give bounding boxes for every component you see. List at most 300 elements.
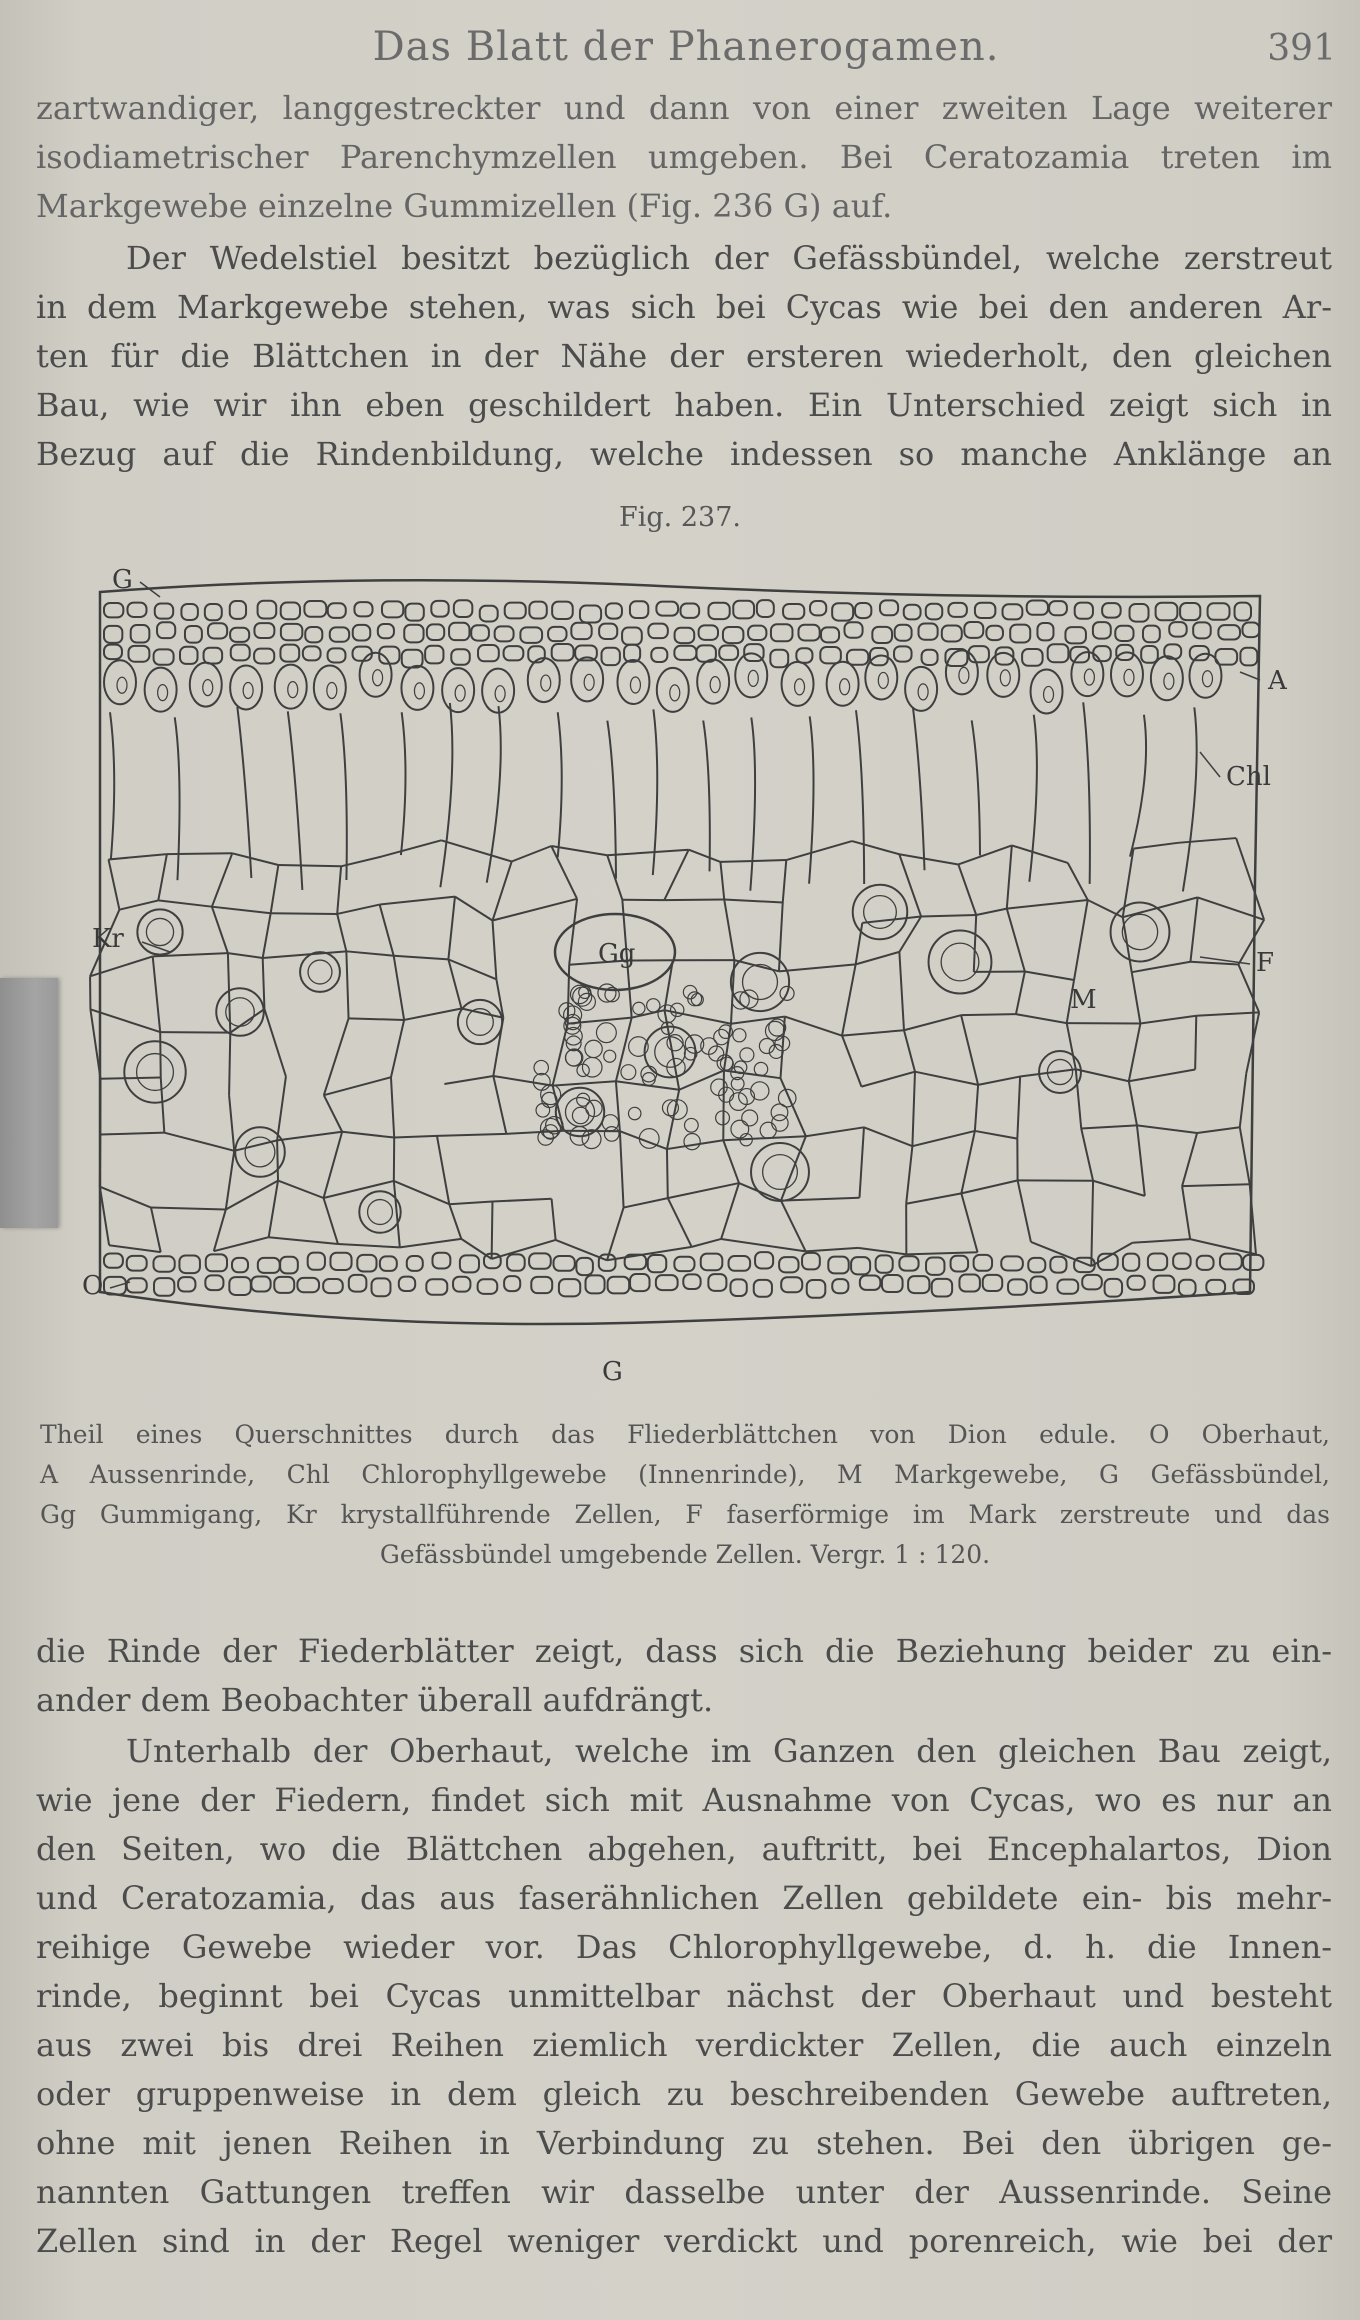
epidermis-cell-bottom <box>1082 1275 1102 1289</box>
epidermis-cell-top <box>180 647 198 664</box>
cell-nucleus <box>373 670 383 686</box>
paragraph-4 <box>36 1727 1332 2266</box>
epidermis-cell-top <box>571 623 591 639</box>
epidermis-cell-top <box>425 646 443 664</box>
parenchyma-wall <box>679 1070 724 1089</box>
epidermis-cell-top <box>505 603 526 619</box>
epidermis-cell-top <box>770 650 788 668</box>
parenchyma-wall <box>906 1252 977 1254</box>
epidermis-cell-top <box>1242 622 1259 637</box>
cell-nucleus <box>288 682 298 698</box>
text-line: Bezug auf die Rindenbildung, welche indessen so manche Anklänge an <box>36 435 1332 473</box>
cell-nucleus <box>878 672 888 688</box>
epidermis-cell-top <box>548 627 566 641</box>
epidermis-cell-top <box>719 646 738 660</box>
outer-rind-cell <box>104 660 136 704</box>
epidermis-cell-top <box>1235 603 1251 621</box>
epidermis-cell-top <box>281 603 300 620</box>
parenchyma-wall <box>230 1009 264 1033</box>
parenchyma-wall <box>264 1009 285 1076</box>
epidermis-cell-top <box>783 604 804 619</box>
parenchyma-wall <box>1137 1125 1145 1196</box>
epidermis-cell-bottom <box>1001 1256 1023 1270</box>
figure-label: Fig. 237. <box>619 502 741 533</box>
epidermis-cell-top <box>675 628 695 643</box>
parenchyma-wall <box>324 1132 343 1198</box>
figure-caption <box>40 1415 1330 1575</box>
paragraph-3 <box>36 1627 1332 1725</box>
text-line: und Ceratozamia, das aus faserähnlichen Zellen gebildete ein- bis mehr- <box>36 1879 1332 1917</box>
caption-line: Theil eines Querschnittes durch das Fliederblättchen von Dion edule. O Oberhaut, <box>40 1420 1330 1449</box>
epidermis-cell-bottom <box>426 1279 447 1295</box>
parenchyma-wall <box>492 1202 493 1259</box>
epidermis-cell-bottom <box>330 1253 351 1270</box>
parenchyma-wall <box>158 900 212 906</box>
epidermis-cell-top <box>1115 626 1133 641</box>
parenchyma-wall <box>1133 843 1177 849</box>
epidermis-cell-top <box>552 644 574 660</box>
epidermis-cell-bottom <box>559 1279 580 1296</box>
epidermis-cell-bottom <box>576 1258 592 1275</box>
figure-letter-o: O <box>82 1271 104 1301</box>
parenchyma-wall <box>232 853 278 865</box>
parenchyma-wall <box>394 956 404 1020</box>
parenchyma-wall <box>786 841 852 860</box>
epidermis-cell-top <box>154 649 174 664</box>
parenchyma-wall <box>277 1077 286 1141</box>
epidermis-cell-top <box>1193 622 1211 638</box>
parenchyma-wall <box>1129 1024 1141 1082</box>
cell-nucleus <box>918 684 928 700</box>
parenchyma-wall <box>404 1009 461 1020</box>
crystal-cell <box>853 885 908 940</box>
epidermis-cell-top <box>757 600 774 617</box>
crystal-cell <box>1111 903 1170 962</box>
parenchyma-wall <box>721 1183 739 1239</box>
parenchyma-wall <box>158 854 167 900</box>
parenchyma-wall <box>324 1095 342 1132</box>
epidermis-cell-top <box>810 601 826 615</box>
epidermis-cell-top <box>431 601 448 617</box>
parenchyma-wall <box>1007 909 1025 972</box>
text-line: ohne mit jenen Reihen in Verbindung zu stehen. Bei den übrigen ge- <box>36 2124 1332 2162</box>
epidermis-cell-bottom <box>1057 1279 1078 1293</box>
parenchyma-wall <box>277 1140 278 1180</box>
epidermis-cell-top <box>378 624 394 638</box>
epidermis-cell-top <box>185 626 202 643</box>
outer-rind-cell <box>946 650 978 694</box>
parenchyma-wall <box>906 1193 961 1203</box>
parenchyma-wall <box>119 900 158 909</box>
parenchyma-wall <box>921 915 976 917</box>
epidermis-cell-bottom <box>453 1277 470 1292</box>
cell-nucleus <box>710 677 720 693</box>
epidermis-cell-top <box>622 628 642 645</box>
epidermis-cell-top <box>230 601 246 619</box>
epidermis-cell-top <box>354 602 372 616</box>
parenchyma-wall <box>437 1134 506 1136</box>
palisade-wall <box>1183 707 1197 891</box>
epidermis-cell-top <box>353 625 371 641</box>
outer-rind-cell <box>442 668 474 712</box>
parenchyma-wall <box>978 1077 1020 1085</box>
parenchyma-wall <box>324 1077 391 1095</box>
epidermis-cell-bottom <box>754 1280 772 1297</box>
parenchyma-wall <box>441 840 511 861</box>
palisade-wall <box>750 717 755 890</box>
parenchyma-wall <box>731 1017 785 1024</box>
parenchyma-wall <box>1076 1069 1129 1081</box>
parenchyma-wall <box>553 1081 616 1085</box>
parenchyma-wall <box>338 1244 400 1247</box>
figure-letter-f: F <box>1256 948 1275 978</box>
epidermis-cell-top <box>1180 603 1200 620</box>
parenchyma-wall <box>151 1208 226 1210</box>
text-line: Der Wedelstiel besitzt bezüglich der Gefässbündel, welche zerstreut <box>126 239 1332 277</box>
vascular-cell <box>742 1110 758 1126</box>
epidermis-cell-bottom <box>380 1256 397 1271</box>
outer-rind-cell <box>1071 652 1103 696</box>
epidermis-cell-top <box>328 603 346 618</box>
parenchyma-wall <box>349 1018 405 1020</box>
palisade-wall <box>110 712 114 860</box>
parenchyma-wall <box>1016 1014 1067 1023</box>
epidermis-cell-top <box>1218 625 1240 639</box>
parenchyma-wall <box>448 959 496 979</box>
vascular-cell <box>765 1021 784 1040</box>
epidermis-cell-top <box>258 601 277 619</box>
parenchyma-wall <box>975 1131 1017 1139</box>
epidermis-cell-top <box>922 650 938 665</box>
palisade-wall <box>653 709 657 875</box>
epidermis-cell-top <box>1075 603 1093 619</box>
page-number: 391 <box>1267 28 1336 69</box>
text-line: Markgewebe einzelne Gummizellen (Fig. 236 G) auf. <box>36 187 893 225</box>
outer-rind-cell <box>735 653 767 697</box>
epidermis-cell-top <box>602 648 620 665</box>
parenchyma-wall <box>380 905 394 956</box>
figure-letter-a: A <box>1268 666 1287 696</box>
parenchyma-wall <box>1007 845 1012 908</box>
epidermis-cell-bottom <box>504 1276 520 1291</box>
parenchyma-wall <box>493 899 578 921</box>
vascular-cell <box>542 1092 557 1107</box>
epidermis-cell-bottom <box>507 1254 525 1270</box>
cell-nucleus <box>584 674 594 690</box>
cell-nucleus <box>959 667 969 683</box>
parenchyma-wall <box>858 1248 906 1254</box>
parenchyma-wall <box>785 1017 842 1036</box>
cell-nucleus <box>203 680 213 696</box>
parenchyma-wall <box>455 897 493 921</box>
parenchyma-wall <box>906 1146 912 1204</box>
parenchyma-wall <box>226 1181 278 1210</box>
crystal-cell-inner <box>941 943 979 981</box>
epidermis-cell-bottom <box>781 1277 802 1292</box>
text-line: Bau, wie wir ihn eben geschildert haben. Ein Unterschied zeigt sich in <box>36 386 1332 424</box>
running-header <box>36 20 1336 68</box>
epidermis-cell-bottom <box>899 1256 918 1270</box>
epidermis-cell-top <box>181 604 197 620</box>
cell-nucleus <box>117 677 127 693</box>
parenchyma-wall <box>721 1239 806 1251</box>
parenchyma-wall <box>1081 1125 1137 1128</box>
parenchyma-wall <box>842 1036 861 1087</box>
epidermis-cell-top <box>832 603 853 620</box>
epidermis-cell-bottom <box>1123 1254 1139 1271</box>
text-line: Zellen sind in der Regel weniger verdickt und porenreich, wie bei der <box>36 2222 1332 2260</box>
outer-rind-cell <box>697 660 729 704</box>
crystal-cell-inner <box>368 1200 393 1225</box>
outer-rind-cell <box>1151 656 1183 700</box>
parenchyma-wall <box>493 861 512 920</box>
parenchyma-wall <box>664 1010 730 1024</box>
parenchyma-wall <box>382 840 441 856</box>
figure-letter-kr: Kr <box>92 924 124 954</box>
text-line: reihige Gewebe wieder vor. Das Chlorophyllgewebe, d. h. die Innen- <box>36 1928 1332 1966</box>
parenchyma-wall <box>1017 1077 1020 1139</box>
palisade-wall <box>288 711 303 890</box>
parenchyma-wall <box>1182 1184 1250 1186</box>
crystal-cell-inner <box>308 960 332 984</box>
epidermis-cell-top <box>948 603 966 617</box>
epidermis-cell-top <box>986 626 1003 640</box>
epidermis-cell-top <box>382 601 403 617</box>
epidermis-cell-bottom <box>908 1276 929 1293</box>
cell-nucleus <box>670 685 680 701</box>
epidermis-cell-top <box>127 603 146 617</box>
crystal-cell-inner <box>743 965 778 1000</box>
figure-letter-gg: Gg <box>598 939 636 969</box>
crystal-cell <box>300 952 340 992</box>
epidermis-cell-top <box>771 624 793 641</box>
epidermis-cell-bottom <box>372 1278 391 1296</box>
parenchyma-wall <box>1140 1016 1196 1024</box>
parenchyma-wall <box>161 1078 165 1133</box>
epidermis-cell-top <box>405 604 423 621</box>
epidermis-cell-bottom <box>205 1275 223 1290</box>
parenchyma-wall <box>1195 1016 1196 1070</box>
figure-letter-g-top: G <box>112 565 133 595</box>
epidermis-cell-top <box>1208 603 1230 620</box>
parenchyma-wall <box>806 1248 858 1252</box>
outer-rind-cell <box>145 668 177 712</box>
cell-nucleus <box>795 679 805 695</box>
crystal-cell-inner <box>245 1137 275 1167</box>
parenchyma-wall <box>1123 897 1198 917</box>
epidermis-cell-top <box>723 627 743 643</box>
vascular-cell <box>733 1029 746 1042</box>
cell-nucleus <box>1000 670 1010 686</box>
parenchyma-wall <box>668 1198 692 1247</box>
text-line: ten für die Blättchen in der Nähe der ersteren wiederholt, den gleichen <box>36 337 1332 375</box>
epidermis-cell-bottom <box>280 1257 298 1274</box>
palisade-wall <box>237 707 251 878</box>
parenchyma-wall <box>976 909 1007 915</box>
vascular-cell <box>740 1048 754 1062</box>
outer-rind-cell <box>360 653 392 697</box>
epidermis-cell-top <box>205 604 222 620</box>
epidermis-cell-top <box>281 624 302 640</box>
epidermis-cell-top <box>1143 626 1160 643</box>
parenchyma-wall <box>391 1020 404 1077</box>
parenchyma-wall <box>668 1183 739 1198</box>
cell-nucleus <box>630 677 640 693</box>
epidermis-cell-top <box>305 627 322 642</box>
parenchyma-wall <box>346 951 393 955</box>
epidermis-cell-top <box>964 622 983 638</box>
parenchyma-wall <box>806 1127 864 1136</box>
figure-letter-chl: Chl <box>1226 762 1271 792</box>
epidermis-cell-bottom <box>1031 1277 1047 1293</box>
cell-nucleus <box>327 682 337 698</box>
vascular-cell <box>751 1082 769 1100</box>
parenchyma-wall <box>961 1180 1017 1193</box>
parenchyma-wall <box>779 964 856 971</box>
parenchyma-wall <box>607 850 688 856</box>
text-line: isodiametrischer Parenchymzellen umgeben. Bei Ceratozamia treten im <box>36 138 1332 176</box>
parenchyma-wall <box>1236 838 1264 920</box>
parenchyma-wall <box>961 1015 978 1085</box>
epidermis-cell-bottom <box>323 1279 343 1293</box>
epidermis-cell-bottom <box>1050 1257 1066 1273</box>
parenchyma-wall <box>108 854 166 859</box>
epidermis-cell-bottom <box>755 1252 773 1268</box>
parenchyma-wall <box>607 855 622 899</box>
parenchyma-wall <box>667 1149 668 1198</box>
epidermis-cell-top <box>656 602 678 616</box>
parenchyma-wall <box>724 899 734 960</box>
epidermis-cell-top <box>529 602 546 619</box>
parenchyma-wall <box>720 862 724 900</box>
cell-nucleus <box>748 670 758 686</box>
epidermis-cell-top <box>471 625 489 640</box>
epidermis-cell-top <box>328 648 346 662</box>
epidermis-cell-bottom <box>586 1275 605 1293</box>
crystal-cell <box>731 953 789 1011</box>
vascular-cell <box>572 1107 588 1123</box>
cell-nucleus <box>1202 671 1212 687</box>
epidermis-cell-bottom <box>729 1256 751 1271</box>
crystal-cell-inner <box>864 896 897 929</box>
figure-letter-g-bottom: G <box>602 1357 623 1387</box>
epidermis-cell-bottom <box>179 1255 200 1273</box>
cell-nucleus <box>495 686 505 702</box>
outer-rind-cell <box>1031 669 1063 713</box>
parenchyma-wall <box>1012 845 1068 863</box>
parenchyma-wall <box>689 850 721 862</box>
parenchyma-wall <box>109 1245 161 1252</box>
text-line: oder gruppenweise in dem gleich zu beschreibenden Gewebe auftreten, <box>36 2075 1332 2113</box>
parenchyma-wall <box>400 1239 461 1247</box>
epidermis-cell-bottom <box>1173 1253 1190 1268</box>
epidermis-cell-bottom <box>554 1256 575 1271</box>
parenchyma-wall <box>394 956 449 960</box>
outer-rind-cell <box>482 669 514 713</box>
epidermis-cell-top <box>552 602 573 619</box>
parenchyma-wall <box>974 915 976 972</box>
crystal-cell <box>556 1088 604 1136</box>
parenchyma-wall <box>1182 1133 1197 1186</box>
parenchyma-wall <box>1091 1181 1093 1266</box>
parenchyma-wall <box>444 1076 493 1084</box>
epidermis-cell-bottom <box>232 1258 248 1272</box>
epidermis-cell-bottom <box>1243 1255 1263 1270</box>
parenchyma-wall <box>164 1133 234 1151</box>
epidermis-cell-top <box>1048 644 1069 662</box>
epidermis-cell-bottom <box>608 1277 630 1294</box>
epidermis-cell-top <box>480 606 498 622</box>
epidermis-cell-bottom <box>974 1255 992 1271</box>
epidermis-cell-top <box>208 623 227 638</box>
epidermis-cell-top <box>599 624 617 639</box>
crystal-cell <box>216 988 263 1035</box>
epidermis-cell-bottom <box>730 1279 746 1296</box>
paragraph-2 <box>36 234 1332 479</box>
palisade-wall <box>440 703 452 887</box>
parenchyma-wall <box>324 1181 394 1198</box>
parenchyma-wall <box>723 1140 739 1183</box>
epidermis-cell-top <box>1037 623 1053 640</box>
parenchyma-wall <box>1240 1073 1246 1127</box>
vascular-cell <box>566 1049 583 1066</box>
epidermis-cell-top <box>330 627 349 641</box>
epidermis-cell-bottom <box>802 1253 820 1270</box>
parenchyma-wall <box>1182 1186 1190 1239</box>
epidermis-cell-top <box>1130 604 1149 622</box>
epidermis-cell-top <box>104 603 123 617</box>
epidermis-cell-top <box>402 650 423 668</box>
vascular-cell <box>604 1127 619 1142</box>
parenchyma-wall <box>568 965 569 1024</box>
parenchyma-wall <box>975 1085 978 1131</box>
cell-nucleus <box>455 685 465 701</box>
epidermis-cell-top <box>1065 627 1086 643</box>
epidermis-cell-bottom <box>308 1253 325 1270</box>
epidermis-cell-top <box>1003 604 1023 619</box>
epidermis-cell-top <box>844 622 862 637</box>
parenchyma-wall <box>100 1133 164 1135</box>
parenchyma-wall <box>263 958 265 1009</box>
epidermis-cell-bottom <box>258 1258 280 1273</box>
parenchyma-wall <box>1240 1127 1250 1184</box>
parenchyma-wall <box>448 897 455 960</box>
outer-rind-cell <box>571 657 603 701</box>
parenchyma-wall <box>324 1198 338 1244</box>
parenchyma-wall <box>961 1193 977 1252</box>
parenchyma-wall <box>1018 1180 1031 1242</box>
parenchyma-wall <box>783 860 787 902</box>
epidermis-cell-top <box>451 649 469 665</box>
parenchyma-wall <box>912 1131 974 1146</box>
parenchyma-wall <box>862 917 921 923</box>
parenchyma-wall <box>493 1076 506 1134</box>
parenchyma-wall <box>664 899 724 900</box>
parenchyma-wall <box>100 1187 151 1208</box>
epidermis-cell-top <box>674 646 696 660</box>
epidermis-cell-bottom <box>1008 1279 1027 1294</box>
parenchyma-wall <box>864 1127 912 1146</box>
epidermis-cell-bottom <box>104 1253 123 1267</box>
palisade-wall <box>856 710 864 884</box>
parenchyma-wall <box>278 865 341 866</box>
parenchyma-wall <box>569 899 577 965</box>
outer-rind-cell <box>1111 652 1143 696</box>
epidermis-cell-bottom <box>1206 1280 1225 1294</box>
parenchyma-wall <box>720 860 786 862</box>
epidermis-cell-bottom <box>708 1274 726 1291</box>
outer-rind-cell <box>275 665 307 709</box>
